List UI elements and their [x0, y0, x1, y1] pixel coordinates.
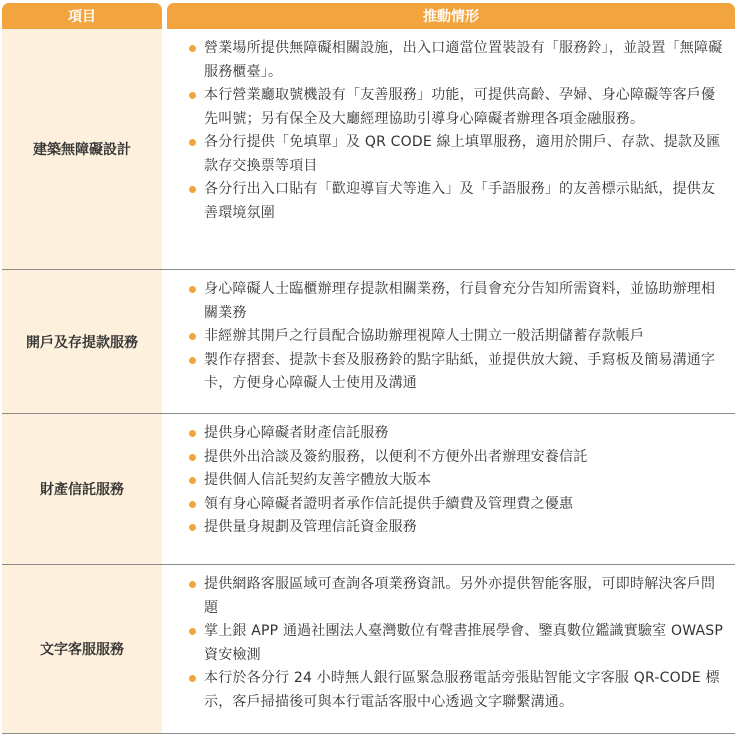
list-item: 非經辦其開戶之行員配合協助辦理視障人士開立一般活期儲蓄存款帳戶	[189, 325, 725, 349]
row-category: 開戶及存提款服務	[2, 270, 162, 413]
list-item: 本行於各分行 24 小時無人銀行區緊急服務電話旁張貼智能文字客服 QR-CODE 標示，客戶掃描後可與本行電話客服中心透過文字聯繫溝通。	[189, 667, 725, 714]
row-category: 文字客服服務	[2, 565, 162, 733]
list-item: 製作存摺套、提款卡套及服務鈴的點字貼紙，並提供放大鏡、手寫板及簡易溝通字卡，方便身心障礙人士使用及溝通	[189, 349, 725, 396]
list-item: 各分行出入口貼有「歡迎導盲犬等進入」及「手語服務」的友善標示貼紙，提供友善環境氛圍	[189, 178, 725, 225]
header-item: 項目	[2, 3, 162, 29]
list-item: 提供個人信託契約友善字體放大版本	[189, 469, 725, 493]
accessibility-services-table	[2, 3, 735, 734]
list-item: 領有身心障礙者證明者承作信託提供手續費及管理費之優惠	[189, 493, 725, 517]
row-items	[167, 414, 735, 564]
list-item: 營業場所提供無障礙相關設施，出入口適當位置裝設有「服務鈴」，並設置「無障礙服務櫃臺」。	[189, 37, 725, 84]
list-item: 身心障礙人士臨櫃辦理存提款相關業務，行員會充分告知所需資料，並協助辦理相關業務	[189, 278, 725, 325]
row-category: 財產信託服務	[2, 414, 162, 564]
list-item: 提供量身規劃及管理信託資金服務	[189, 516, 725, 540]
row-items	[167, 270, 735, 413]
list-item: 本行營業廳取號機設有「友善服務」功能，可提供高齡、孕婦、身心障礙等客戶優先叫號；另有保全及大廳經理協助引導身心障礙者辦理各項金融服務。	[189, 84, 725, 131]
list-item: 提供身心障礙者財產信託服務	[189, 422, 725, 446]
table-row	[2, 565, 735, 734]
list-item: 各分行提供「免填單」及 QR CODE 線上填單服務，適用於開戶、存款、提款及匯款存交換票等項目	[189, 131, 725, 178]
list-item: 提供外出洽談及簽約服務，以便利不方便外出者辦理安養信託	[189, 446, 725, 470]
table-row	[2, 29, 735, 270]
header-status: 推動情形	[167, 3, 735, 29]
table-header	[2, 3, 735, 29]
table-row	[2, 270, 735, 414]
row-items	[167, 29, 735, 269]
table-row	[2, 414, 735, 565]
list-item: 提供網路客服區域可查詢各項業務資訊。另外亦提供智能客服，可即時解決客戶問題	[189, 573, 725, 620]
list-item: 掌上銀 APP 通過社團法人臺灣數位有聲書推展學會、鑒真數位鑑識實驗室 OWASP 資安檢測	[189, 620, 725, 667]
row-items	[167, 565, 735, 733]
row-category: 建築無障礙設計	[2, 29, 162, 269]
